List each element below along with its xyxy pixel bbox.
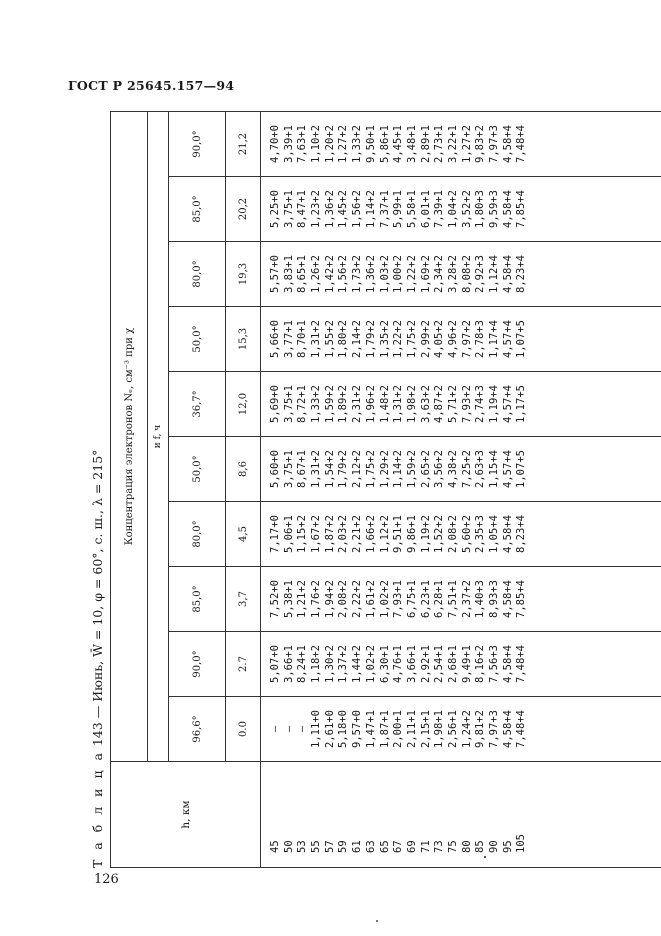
data-column: [261, 632, 661, 697]
table-cell: 1,14+2: [364, 190, 377, 228]
table-cell: 7,63+1: [296, 125, 309, 163]
table-cell: 5,57+0: [269, 255, 281, 293]
table-cell: 2,35+3: [474, 515, 487, 553]
table-cell: 8,93+3: [488, 580, 500, 618]
table-caption: [86, 128, 110, 868]
table-cell: 2,00+1: [392, 710, 405, 748]
table-cell: 4,76+1: [392, 645, 405, 683]
data-column: [261, 112, 661, 177]
table-cell: 7,17+0: [269, 515, 281, 553]
table-cell: 2,21+2: [351, 515, 364, 553]
table-cell: 9,49+1: [460, 645, 473, 683]
table-cell: 1,07+5: [515, 320, 528, 358]
table-cell: 7,85+4: [515, 580, 528, 618]
table-cell: 1,27+2: [337, 125, 350, 163]
table-cell: 2,73+1: [433, 125, 446, 163]
table-cell: 1,40+3: [474, 580, 487, 618]
table-cell: 8,23+4: [515, 515, 528, 553]
table-cell: 2,34+2: [433, 255, 446, 293]
table-cell: 5,60+2: [460, 515, 473, 553]
table-cell: 1,55+2: [323, 320, 336, 358]
table-cell: 1,31+2: [310, 450, 323, 488]
table-cell: 3,75+1: [282, 450, 295, 488]
table-cell: 2,37+2: [460, 580, 473, 618]
group-header: Концентрация электронов Nₑ, см⁻³ при χ: [111, 112, 148, 762]
f-header: 21,2: [226, 112, 261, 177]
h-value: 69: [405, 840, 418, 853]
table-cell: 1,94+2: [323, 580, 336, 618]
table-cell: 4,96+2: [446, 320, 459, 358]
table-cell: 1,20+2: [323, 125, 336, 163]
data-column: [261, 307, 661, 372]
h-value: 71: [419, 840, 432, 853]
table-cell: —: [296, 725, 309, 733]
table-cell: 8,47+1: [296, 190, 309, 228]
table-cell: 2,61+0: [323, 710, 336, 748]
table-cell: 2,03+2: [337, 515, 350, 553]
table-cell: 1,87+2: [323, 515, 336, 553]
table-cell: 7,48+4: [515, 125, 528, 163]
table-cell: 8,67+1: [296, 450, 309, 488]
table-cell: 1,33+2: [351, 125, 364, 163]
table-cell: 1,12+4: [488, 255, 500, 293]
h-value: 95: [501, 840, 514, 853]
table-cell: 4,57+4: [501, 320, 514, 358]
table-cell: 8,65+1: [296, 255, 309, 293]
table-cell: 1,42+2: [323, 255, 336, 293]
table-cell: 8,16+2: [474, 645, 487, 683]
table-cell: 1,21+2: [296, 580, 309, 618]
table-cell: 1,17+4: [488, 320, 500, 358]
table-cell: 4,57+4: [501, 450, 514, 488]
table-cell: 5,18+0: [337, 710, 350, 748]
h-value: 65: [378, 840, 391, 853]
table-cell: 1,00+2: [392, 255, 405, 293]
table-cell: 1,19+4: [488, 385, 500, 423]
table-cell: 9,59+3: [488, 190, 500, 228]
table-cell: 7,48+4: [515, 645, 528, 683]
table-cell: 3,66+1: [405, 645, 418, 683]
table-cell: 4,58+4: [501, 580, 514, 618]
table-cell: 1,45+2: [337, 190, 350, 228]
table-cell: 1,33+2: [310, 385, 323, 423]
table-cell: 1,75+2: [364, 450, 377, 488]
table-cell: 7,48+4: [515, 710, 528, 748]
h-value: 105: [515, 834, 528, 853]
table-cell: 2,31+2: [351, 385, 364, 423]
f-header: 0.0: [226, 697, 261, 762]
data-column: [261, 242, 661, 307]
chi-header: 85,0°: [169, 567, 226, 632]
table-cell: 3,77+1: [282, 320, 295, 358]
table-cell: 9,50+1: [364, 125, 377, 163]
table-cell: 1,02+2: [364, 645, 377, 683]
h-value: 53: [296, 840, 309, 853]
chi-header: 36,7°: [169, 372, 226, 437]
table-cell: 1,98+1: [433, 710, 446, 748]
table-cell: 9,81+2: [474, 710, 487, 748]
data-column: [261, 177, 661, 242]
f-header: 12,0: [226, 372, 261, 437]
table-cell: 3,63+2: [419, 385, 432, 423]
table-cell: 2,54+1: [433, 645, 446, 683]
data-column: [261, 697, 661, 762]
rotated-table-block: [86, 112, 649, 868]
table-cell: 1,79+2: [337, 450, 350, 488]
chi-header: 80,0°: [169, 502, 226, 567]
table-cell: 1,52+2: [433, 515, 446, 553]
data-row: [261, 112, 661, 868]
table-cell: 5,99+1: [392, 190, 405, 228]
table-cell: 9,83+2: [474, 125, 487, 163]
h-value: 59: [337, 840, 350, 853]
table-cell: —: [282, 725, 295, 733]
table-cell: 4,70+0: [269, 125, 281, 163]
table-cell: 2,99+2: [419, 320, 432, 358]
table-cell: 4,58+4: [501, 190, 514, 228]
table-cell: 3,83+1: [282, 255, 295, 293]
table-cell: 2,14+2: [351, 320, 364, 358]
table-cell: 6,30+1: [378, 645, 391, 683]
table-cell: 1,12+2: [378, 515, 391, 553]
f-header: 20,2: [226, 177, 261, 242]
h-value: 57: [323, 840, 336, 853]
table-cell: 1,56+2: [337, 255, 350, 293]
chi-header: 50,0°: [169, 437, 226, 502]
table-cell: 2,12+2: [351, 450, 364, 488]
table-cell: 4,58+4: [501, 645, 514, 683]
table-cell: 1,18+2: [310, 645, 323, 683]
table-cell: 1,66+2: [364, 515, 377, 553]
table-cell: 1,35+2: [378, 320, 391, 358]
table-cell: 1,36+2: [364, 255, 377, 293]
data-column: [261, 437, 661, 502]
chi-header: 96,6°: [169, 697, 226, 762]
table-cell: 1,80+2: [337, 320, 350, 358]
table-cell: 1,69+2: [419, 255, 432, 293]
h-header: h, км: [111, 762, 261, 868]
table-cell: 5,58+1: [405, 190, 418, 228]
sub-header: и f, ч: [148, 112, 169, 762]
table-cell: 1,48+2: [378, 385, 391, 423]
table-cell: 1,67+2: [310, 515, 323, 553]
table-cell: 7,25+2: [460, 450, 473, 488]
table-cell: 1,29+2: [378, 450, 391, 488]
table-cell: 1,59+2: [405, 450, 418, 488]
f-header: 4,5: [226, 502, 261, 567]
h-value: 45: [269, 840, 281, 853]
table-cell: 1,54+2: [323, 450, 336, 488]
table-cell: 4,05+2: [433, 320, 446, 358]
electron-concentration-table: [110, 111, 661, 868]
table-cell: 3,22+1: [446, 125, 459, 163]
chi-header: 50,0°: [169, 307, 226, 372]
table-cell: 1,76+2: [310, 580, 323, 618]
table-cell: 7,56+3: [488, 645, 500, 683]
table-cell: 3,66+1: [282, 645, 295, 683]
f-header: 3,7: [226, 567, 261, 632]
table-cell: 9,86+1: [405, 515, 418, 553]
table-cell: 8,08+2: [460, 255, 473, 293]
table-cell: 1,37+2: [337, 645, 350, 683]
chi-header: 85,0°: [169, 177, 226, 242]
table-cell: 7,39+1: [433, 190, 446, 228]
table-cell: 1,80+3: [474, 190, 487, 228]
table-cell: 2,08+2: [337, 580, 350, 618]
table-cell: 3,28+2: [446, 255, 459, 293]
table-cell: 5,25+0: [269, 190, 281, 228]
table-cell: 1,02+2: [378, 580, 391, 618]
table-cell: 4,58+4: [501, 515, 514, 553]
table-cell: 2,08+2: [446, 515, 459, 553]
table-cell: 2,92+1: [419, 645, 432, 683]
table-cell: 1,11+0: [310, 710, 323, 748]
data-column: [261, 372, 661, 437]
table-cell: 7,97+3: [488, 710, 500, 748]
f-header: 8,6: [226, 437, 261, 502]
table-cell: 7,97+2: [460, 320, 473, 358]
h-value: 61: [351, 840, 364, 853]
table-cell: 4,87+2: [433, 385, 446, 423]
table-cell: 6,75+1: [405, 580, 418, 618]
table-cell: 5,69+0: [269, 385, 281, 423]
table-cell: 2,11+1: [405, 710, 418, 748]
scan-speck: [484, 856, 486, 858]
table-cell: 8,24+1: [296, 645, 309, 683]
table-cell: 1,10+2: [310, 125, 323, 163]
table-cell: 1,31+2: [310, 320, 323, 358]
table-cell: 4,58+4: [501, 255, 514, 293]
table-cell: 2,65+2: [419, 450, 432, 488]
table-cell: 1,04+2: [446, 190, 459, 228]
table-cell: 1,23+2: [310, 190, 323, 228]
table-cell: 1,05+4: [488, 515, 500, 553]
chi-header: 90,0°: [169, 632, 226, 697]
table-cell: 1,61+2: [364, 580, 377, 618]
table-cell: 3,48+1: [405, 125, 418, 163]
table-cell: 1,31+2: [392, 385, 405, 423]
table-cell: 1,96+2: [364, 385, 377, 423]
chi-header: 90,0°: [169, 112, 226, 177]
table-cell: 1,03+2: [378, 255, 391, 293]
table-cell: 1,36+2: [323, 190, 336, 228]
f-header: 19,3: [226, 242, 261, 307]
table-cell: 4,45+1: [392, 125, 405, 163]
table-cell: 5,06+1: [282, 515, 295, 553]
table-cell: 8,72+1: [296, 385, 309, 423]
table-cell: 2,22+2: [351, 580, 364, 618]
table-cell: 2,63+3: [474, 450, 487, 488]
table-cell: 1,89+2: [337, 385, 350, 423]
table-cell: 1,19+2: [419, 515, 432, 553]
table-cell: 9,51+1: [392, 515, 405, 553]
h-value: 90: [488, 840, 500, 853]
table-caption-prefix: Т а б л и ц а: [90, 750, 105, 868]
table-cell: 4,38+2: [446, 450, 459, 488]
table-cell: 2,56+1: [446, 710, 459, 748]
h-value: 73: [433, 840, 446, 853]
page-header: ГОСТ Р 25645.157—94: [68, 78, 235, 93]
table-caption-text: 143 — Июнь, W̄ = 10, φ = 60°, с. ш., λ = 215°: [90, 449, 105, 747]
table-cell: 2,92+3: [474, 255, 487, 293]
f-header-row: [226, 112, 261, 868]
f-header: 2.7: [226, 632, 261, 697]
table-cell: 7,85+4: [515, 190, 528, 228]
table-cell: 1,15+4: [488, 450, 500, 488]
h-value: 55: [310, 840, 323, 853]
table-cell: 7,93+1: [392, 580, 405, 618]
table-cell: 1,30+2: [323, 645, 336, 683]
table-cell: 1,26+2: [310, 255, 323, 293]
table-cell: 1,22+2: [392, 320, 405, 358]
table-cell: 4,57+4: [501, 385, 514, 423]
table-cell: 3,52+2: [460, 190, 473, 228]
table-cell: 2,78+3: [474, 320, 487, 358]
table-cell: 7,97+3: [488, 125, 500, 163]
table-cell: 7,37+1: [378, 190, 391, 228]
table-cell: 1,75+2: [405, 320, 418, 358]
table-cell: 1,07+5: [515, 450, 528, 488]
table-cell: 9,57+0: [351, 710, 364, 748]
h-column: [261, 762, 661, 868]
table-cell: 6,01+1: [419, 190, 432, 228]
table-cell: 5,07+0: [269, 645, 281, 683]
h-value: 67: [392, 840, 405, 853]
table-cell: 6,23+1: [419, 580, 432, 618]
h-value: 85: [474, 840, 487, 853]
table-cell: 8,23+4: [515, 255, 528, 293]
h-value: 63: [364, 840, 377, 853]
data-column: [261, 567, 661, 632]
scan-speck: [376, 920, 378, 922]
table-cell: 1,15+2: [296, 515, 309, 553]
table-cell: 3,39+1: [282, 125, 295, 163]
table-cell: 1,59+2: [323, 385, 336, 423]
table-cell: 1,73+2: [351, 255, 364, 293]
data-column: [261, 502, 661, 567]
table-cell: 1,22+2: [405, 255, 418, 293]
table-cell: 2,74+3: [474, 385, 487, 423]
table-cell: 8,70+1: [296, 320, 309, 358]
table-cell: 3,75+1: [282, 385, 295, 423]
table-cell: 1,14+2: [392, 450, 405, 488]
table-cell: —: [269, 725, 281, 733]
table-cell: 6,28+1: [433, 580, 446, 618]
table-cell: 1,98+2: [405, 385, 418, 423]
table-cell: 2,68+1: [446, 645, 459, 683]
table-cell: 4,58+4: [501, 125, 514, 163]
chi-header: 80,0°: [169, 242, 226, 307]
table-cell: 1,47+1: [364, 710, 377, 748]
h-value: 80: [460, 840, 473, 853]
h-value: 50: [282, 840, 295, 853]
table-cell: 7,93+2: [460, 385, 473, 423]
table-cell: 1,24+2: [460, 710, 473, 748]
chi-header-row: [169, 112, 226, 868]
table-cell: 5,71+2: [446, 385, 459, 423]
page-number: 126: [94, 872, 119, 887]
table-cell: 1,17+5: [515, 385, 528, 423]
table-cell: 5,66+0: [269, 320, 281, 358]
table-cell: 2,89+1: [419, 125, 432, 163]
table-cell: 7,52+0: [269, 580, 281, 618]
table-cell: 1,44+2: [351, 645, 364, 683]
table-cell: 5,60+0: [269, 450, 281, 488]
table-cell: 3,75+1: [282, 190, 295, 228]
f-header: 15,3: [226, 307, 261, 372]
table-cell: 1,79+2: [364, 320, 377, 358]
table-cell: 3,56+2: [433, 450, 446, 488]
table-cell: 1,27+2: [460, 125, 473, 163]
table-cell: 7,51+1: [446, 580, 459, 618]
table-cell: 1,56+2: [351, 190, 364, 228]
table-cell: 2,15+1: [419, 710, 432, 748]
h-value: 75: [446, 840, 459, 853]
table-cell: 5,86+1: [378, 125, 391, 163]
table-cell: 1,87+1: [378, 710, 391, 748]
table-cell: 5,38+1: [282, 580, 295, 618]
table-cell: 4,58+4: [501, 710, 514, 748]
